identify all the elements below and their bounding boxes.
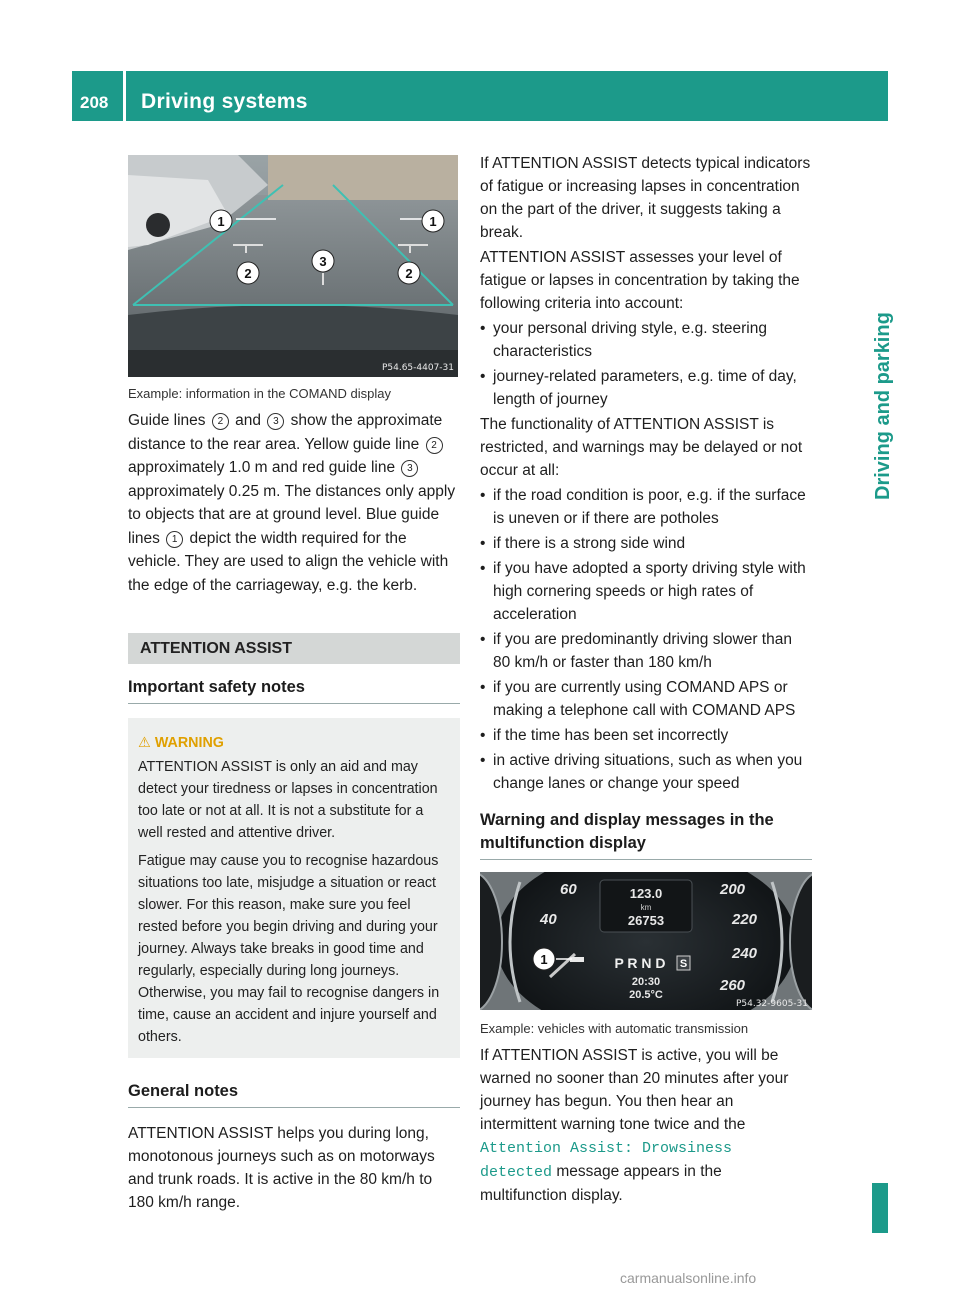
heading-warning-messages: Warning and display messages in the multifunction display — [480, 809, 812, 860]
guide-lines-paragraph: Guide lines 2 and 3 show the approximate distance to the rear area. Yellow guide line 2 approximately 1.0 m and red guide line 3 approximately 0.25 m. The distances only apply to objects that are at ground level. Blue guide lines 1 depict the width required for the vehicle. They are used to align the vehicle with the edge of the carriageway, e.g. the kerb. — [128, 412, 456, 594]
side-label: Driving and parking — [872, 312, 894, 500]
marker-2: 2 — [426, 437, 443, 454]
restriction-item: • if there is a strong side wind — [480, 532, 812, 555]
header-divider — [123, 71, 126, 121]
odometer-reading: 26753 — [627, 913, 665, 928]
display-message: Attention Assist: Drowsiness detected — [480, 1140, 733, 1181]
image-caption: Example: information in the COMAND display — [128, 386, 391, 401]
photo-code: P54.32-9605-31 — [735, 999, 808, 1009]
svg-text:3: 3 — [319, 254, 327, 269]
rear-camera-image — [128, 155, 458, 377]
speed-label: 260 — [720, 977, 746, 994]
clock: 20:30 — [631, 976, 661, 988]
section-title: Driving systems — [141, 90, 308, 113]
photo-code: P54.65-4407-31 — [381, 363, 454, 373]
side-tab — [872, 1183, 888, 1233]
callout-2-right — [398, 262, 420, 284]
left-column — [128, 385, 460, 1216]
trip-reading: 123.0 — [629, 886, 663, 901]
page-number: 208 — [80, 93, 109, 112]
restriction-item: • if the road condition is poor, e.g. if the surface is uneven or if there are potholes — [480, 484, 812, 530]
trip-unit: km — [640, 903, 652, 912]
speed-label: 200 — [720, 881, 746, 898]
instrument-cluster-image — [480, 872, 812, 1010]
svg-text:2: 2 — [405, 266, 413, 281]
gear-s: S — [679, 958, 688, 970]
heading-safety-notes: Important safety notes — [128, 676, 460, 704]
marker-3: 3 — [267, 413, 284, 430]
warning-triangle-icon: ⚠ — [138, 735, 151, 751]
heading-general-notes: General notes — [128, 1080, 460, 1108]
speed-label: 240 — [732, 945, 758, 962]
callout-1-left — [210, 210, 232, 232]
svg-text:1: 1 — [429, 214, 437, 229]
speed-label: 40 — [540, 911, 557, 928]
warning-paragraph-2: Fatigue may cause you to recognise hazardous situations too late, misjudge a situation or react slower. For this reason, make sure you feel rested before you begin driving and during your journey. Always take breaks in good time and regularly, especially during long journeys. Otherwise, you may fail to recognise dangers in time, cause an accident and injure yourself and others. — [138, 853, 440, 1045]
restriction-item: • if the time has been set incorrectly — [480, 724, 812, 747]
image-caption: Example: vehicles with automatic transmission — [480, 1021, 749, 1036]
restriction-item: • in active driving situations, such as when you change lanes or change your speed — [480, 749, 812, 795]
svg-text:1: 1 — [217, 214, 225, 229]
svg-text:2: 2 — [244, 266, 252, 281]
callout-2-left — [237, 262, 259, 284]
restrictions-intro: The functionality of ATTENTION ASSIST is restricted, and warnings may be delayed or not occur at all: — [480, 416, 803, 479]
criteria-item: • your personal driving style, e.g. steering characteristics — [480, 317, 812, 363]
speed-label: 60 — [560, 881, 577, 898]
right-column — [480, 152, 812, 1209]
speed-label: 220 — [732, 911, 758, 928]
restriction-item: • if you are currently using COMAND APS or making a telephone call with COMAND APS — [480, 676, 812, 722]
detection-paragraph: If ATTENTION ASSIST detects typical indicators of fatigue or increasing lapses in concentration on the part of the driver, it suggests taking a break. — [480, 155, 811, 241]
general-notes-paragraph: ATTENTION ASSIST helps you during long, monotonous journeys such as on motorways and trunk roads. It is active in the 80 km/h to 180 km/h range. — [128, 1125, 435, 1211]
warning-title: ⚠ WARNING — [138, 735, 224, 751]
gear-selector: P R N D — [614, 955, 666, 971]
outside-temperature: 20.5°C — [629, 989, 663, 1001]
footer-watermark: carmanualsonline.info — [620, 1270, 757, 1286]
active-warning-paragraph: If ATTENTION ASSIST is active, you will be warned no sooner than 20 minutes after your journey has begun. You then hear an intermittent warning tone twice and the Attention Assist: Drowsiness detected message appears in the multifunction display. — [480, 1047, 789, 1204]
callout-1-right — [422, 210, 444, 232]
svg-text:1: 1 — [540, 952, 548, 967]
restriction-item: • if you have adopted a sporty driving style with high cornering speeds or high rates of acceleration — [480, 557, 812, 626]
warning-box — [128, 718, 460, 1058]
heading-attention-assist: ATTENTION ASSIST — [128, 633, 460, 664]
marker-1: 1 — [166, 531, 183, 548]
criteria-item: • journey-related parameters, e.g. time of day, length of journey — [480, 365, 812, 411]
criteria-intro: ATTENTION ASSIST assesses your level of fatigue or lapses in concentration by taking the following criteria into account: — [480, 249, 800, 312]
marker-3: 3 — [401, 460, 418, 477]
restriction-item: • if you are predominantly driving slower than 80 km/h or faster than 180 km/h — [480, 628, 812, 674]
warning-paragraph-1: ATTENTION ASSIST is only an aid and may detect your tiredness or lapses in concentration too late or not at all. It is not a substitute for a well rested and attentive driver. — [138, 759, 438, 841]
callout-1 — [533, 948, 555, 970]
callout-3 — [312, 250, 334, 272]
marker-2: 2 — [212, 413, 229, 430]
